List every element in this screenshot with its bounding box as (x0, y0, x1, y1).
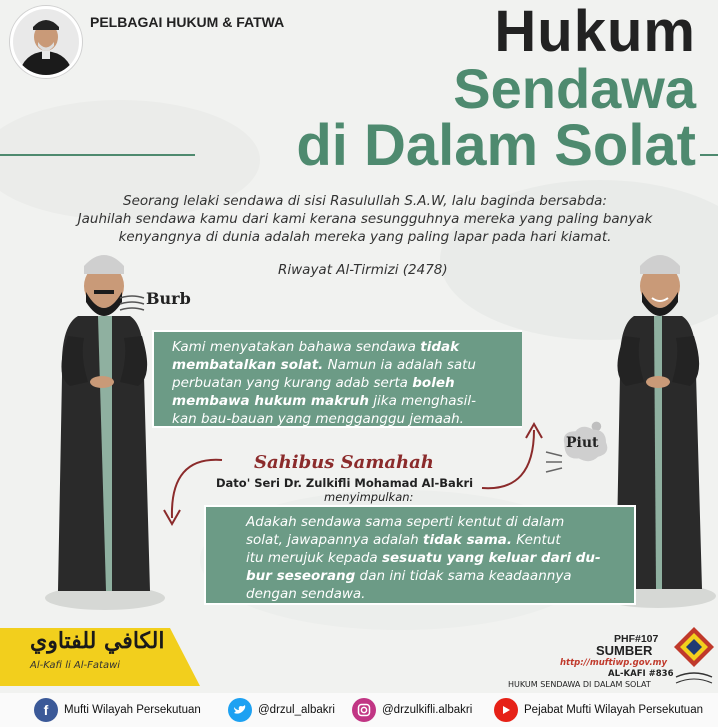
reference-number: PHF#107 (614, 633, 659, 645)
twitter-link[interactable] (228, 698, 335, 722)
facebook-icon: f (34, 698, 58, 722)
ruling-emphasis: membawa hukum makruh (172, 393, 369, 409)
author-name: Dato' Seri Dr. Zulkifli Mohamad Al-Bakri (216, 476, 474, 490)
mufti-office-crest-icon (672, 625, 716, 693)
burb-label: Burb (146, 289, 191, 308)
youtube-handle: Pejabat Mufti Wilayah Persekutuan (524, 704, 703, 716)
conclusion-text: itu merujuk kepada (246, 550, 382, 566)
ruling-emphasis: tidak (420, 339, 460, 355)
hadith-source: Riwayat Al-Tirmizi (2478) (278, 262, 448, 278)
conclusion-text: Kentut (512, 532, 561, 548)
kafi-logo-arabic: الكافي للفتاوي (30, 628, 165, 654)
ruling-text: perbuatan yang kurang adab serta (172, 375, 413, 391)
facebook-link[interactable] (34, 698, 201, 722)
source-heading: SUMBER (596, 643, 653, 658)
ruling-emphasis: membatalkan solat. (172, 357, 324, 373)
conclusion-emphasis: tidak sama. (423, 532, 513, 548)
conclusion-text: Adakah sendawa sama seperti kentut di dalam (246, 514, 565, 530)
instagram-icon (352, 698, 376, 722)
page-title-line2: Sendawa (453, 57, 696, 120)
conclusion-text: solat, jawapannya adalah (246, 532, 424, 548)
conclusion-text: dengan sendawa. (246, 586, 366, 602)
ruling-box (152, 330, 522, 428)
hadith-text (30, 192, 700, 246)
mufti-avatar (10, 6, 82, 78)
burp-lines-icon (118, 292, 146, 314)
page-title-line3: di Dalam Solat (296, 113, 696, 178)
ruling-text: jika menghasil- (368, 393, 476, 409)
series-label: PELBAGAI HUKUM & FATWA (90, 14, 285, 30)
ruling-text: Kami menyatakan bahawa sendawa (172, 339, 421, 355)
ruling-emphasis: boleh (412, 375, 455, 391)
page-title-line1: Hukum (494, 0, 696, 64)
source-link[interactable]: http://muftiwp.gov.my (560, 658, 668, 668)
conclusion-text: dan ini tidak sama keadaannya (355, 568, 572, 584)
title-rule-right (700, 154, 718, 156)
facebook-handle: Mufti Wilayah Persekutuan (64, 704, 201, 716)
youtube-link[interactable] (494, 698, 703, 722)
article-reference: HUKUM SENDAWA DI DALAM SOLAT (508, 680, 651, 689)
instagram-link[interactable] (352, 698, 472, 722)
hadith-line: Seorang lelaki sendawa di sisi Rasulullah S.A.W, lalu baginda bersabda: (123, 193, 607, 209)
instagram-handle: @drzulkifli.albakri (382, 704, 473, 716)
hadith-line: Jauhilah sendawa kamu dari kami kerana sesungguhnya mereka yang paling banyak (77, 211, 653, 227)
twitter-handle: @drzul_albakri (258, 704, 335, 716)
twitter-icon (228, 698, 252, 722)
kafi-logo-latin: Al-Kafi li Al-Fatawi (30, 660, 121, 671)
author-verb: menyimpulkan: (324, 490, 414, 504)
title-rule-left (0, 154, 195, 156)
ruling-text: Namun ia adalah satu (323, 357, 476, 373)
ruling-text: kan bau-bauan yang mengganggu jemaah. (172, 411, 464, 427)
piut-label: Piut (566, 435, 599, 451)
curved-arrow-right (478, 418, 558, 498)
conclusion-box (204, 505, 636, 605)
conclusion-emphasis: sesuatu yang keluar dari du- (381, 550, 601, 566)
youtube-icon (494, 698, 518, 722)
alkafi-number: AL-KAFI #836 (608, 669, 674, 679)
conclusion-emphasis: bur seseorang (246, 568, 356, 584)
author-title: Sahibus Samahah (254, 452, 434, 473)
hadith-line: kenyangnya di dunia adalah mereka yang paling lapar pada hari kiamat. (118, 229, 612, 245)
